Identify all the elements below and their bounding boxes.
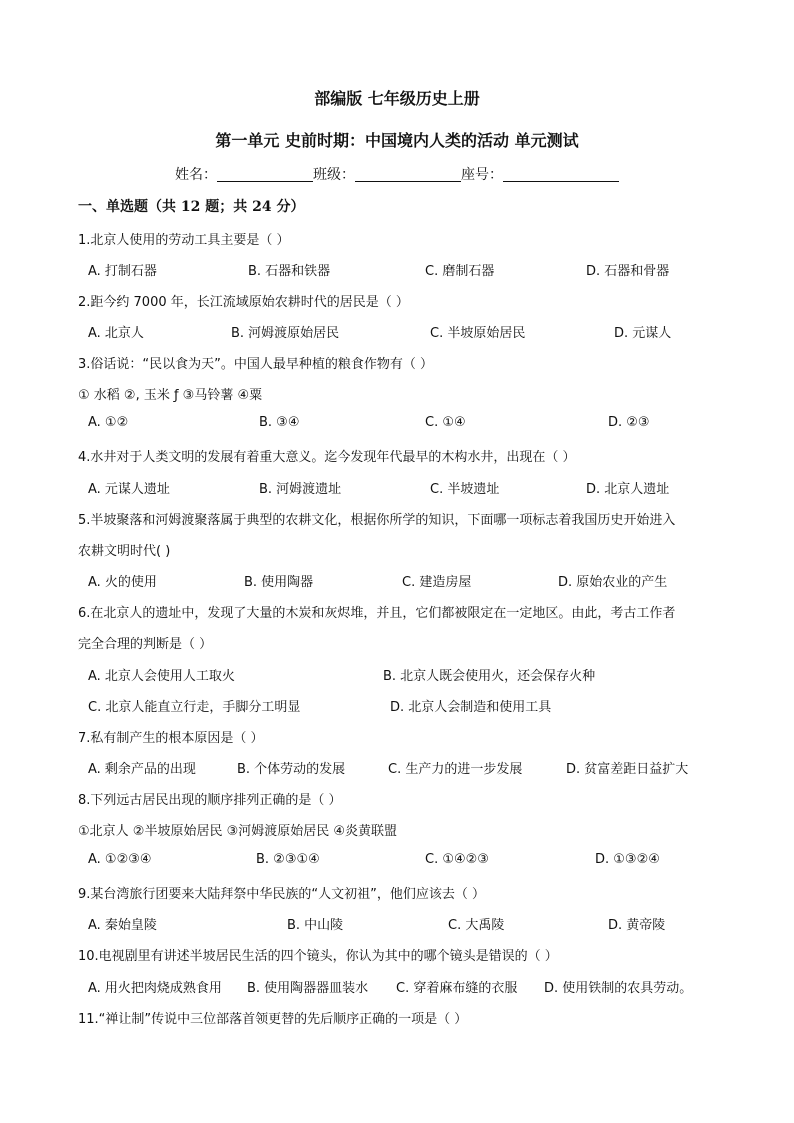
- question-6: 6.在北京人的遗址中，发现了大量的木炭和灰烬堆，并且，它们都被限定在一定地区。由此，考古工作者: [78, 606, 676, 621]
- question-3: 3.俗话说：“民以食为天”。中国人最早种植的粮食作物有（ ）: [78, 357, 434, 372]
- q9-option-a[interactable]: A. 秦始皇陵: [88, 918, 157, 933]
- q10-option-a[interactable]: A. 用火把肉烧成熟食用: [88, 981, 222, 996]
- document-title: 部编版 七年级历史上册: [314, 89, 480, 108]
- q9-option-d[interactable]: D. 黄帝陵: [608, 918, 666, 933]
- class-label: 班级：: [313, 167, 355, 183]
- q3-option-a[interactable]: A. ①②: [88, 415, 129, 430]
- student-info-line: [0, 164, 794, 184]
- q5-option-a[interactable]: A. 火的使用: [88, 575, 157, 590]
- seat-label: 座号：: [461, 167, 503, 183]
- q7-option-a[interactable]: A. 剩余产品的出现: [88, 762, 196, 777]
- q6-option-b[interactable]: B. 北京人既会使用火，还会保存火种: [383, 669, 596, 684]
- q8-option-a[interactable]: A. ①②③④: [88, 852, 152, 867]
- q1-option-a[interactable]: A. 打制石器: [88, 264, 157, 279]
- q1-option-b[interactable]: B. 石器和铁器: [248, 264, 331, 279]
- question-5-cont: 农耕文明时代( ): [78, 544, 171, 559]
- name-label: 姓名：: [175, 167, 217, 183]
- q7-option-c[interactable]: C. 生产力的进一步发展: [388, 762, 523, 777]
- q4-option-b[interactable]: B. 河姆渡遗址: [259, 482, 342, 497]
- q10-option-b[interactable]: B. 使用陶器器皿装水: [247, 981, 369, 996]
- q8-option-c[interactable]: C. ①④②③: [425, 852, 489, 867]
- q3-option-c[interactable]: C. ①④: [425, 415, 466, 430]
- q10-option-d[interactable]: D. 使用铁制的农具劳动。: [544, 981, 693, 996]
- q2-option-b[interactable]: B. 河姆渡原始居民: [231, 326, 340, 341]
- question-11: 11.“禅让制”传说中三位部落首领更替的先后顺序正确的一项是（ ）: [78, 1012, 468, 1027]
- q7-option-b[interactable]: B. 个体劳动的发展: [237, 762, 346, 777]
- document-subtitle: 第一单元 史前时期：中国境内人类的活动 单元测试: [215, 131, 579, 150]
- q7-option-d[interactable]: D. 贫富差距日益扩大: [566, 762, 689, 777]
- q8-option-b[interactable]: B. ②③①④: [256, 852, 320, 867]
- q9-option-b[interactable]: B. 中山陵: [287, 918, 344, 933]
- q2-option-c[interactable]: C. 半坡原始居民: [430, 326, 526, 341]
- q2-option-d[interactable]: D. 元谋人: [614, 326, 672, 341]
- seat-field[interactable]: [503, 167, 619, 182]
- question-9: 9.某台湾旅行团要来大陆拜祭中华民族的“人文初祖”，他们应该去（ ）: [78, 887, 486, 902]
- name-field[interactable]: [217, 167, 313, 182]
- q3-option-b[interactable]: B. ③④: [259, 415, 300, 430]
- q2-option-a[interactable]: A. 北京人: [88, 326, 144, 341]
- question-8-items: ①北京人 ②半坡原始居民 ③河姆渡原始居民 ④炎黄联盟: [78, 824, 398, 839]
- q5-option-b[interactable]: B. 使用陶器: [244, 575, 314, 590]
- question-8: 8.下列远古居民出现的顺序排列正确的是（ ）: [78, 793, 342, 808]
- question-1: 1.北京人使用的劳动工具主要是（ ）: [78, 233, 290, 248]
- question-7: 7.私有制产生的根本原因是（ ）: [78, 731, 264, 746]
- q5-option-d[interactable]: D. 原始农业的产生: [558, 575, 668, 590]
- question-10: 10.电视剧里有讲述半坡居民生活的四个镜头，你认为其中的哪个镜头是错误的（ ）: [78, 949, 558, 964]
- question-3-items: ① 水稻 ②, 玉米 ƒ ③马铃薯 ④粟: [78, 388, 263, 403]
- question-6-cont: 完全合理的判断是（ ）: [78, 637, 213, 652]
- question-2: 2.距今约 7000 年，长江流域原始农耕时代的居民是（ ）: [78, 295, 409, 310]
- q5-option-c[interactable]: C. 建造房屋: [402, 575, 472, 590]
- q1-option-c[interactable]: C. 磨制石器: [425, 264, 495, 279]
- class-field[interactable]: [355, 167, 461, 182]
- q6-option-a[interactable]: A. 北京人会使用人工取火: [88, 669, 235, 684]
- q4-option-d[interactable]: D. 北京人遗址: [586, 482, 670, 497]
- q9-option-c[interactable]: C. 大禹陵: [448, 918, 505, 933]
- section-heading: 一、单选题（共 12 题；共 24 分）: [78, 199, 305, 215]
- q10-option-c[interactable]: C. 穿着麻布缝的衣服: [396, 981, 518, 996]
- question-5: 5.半坡聚落和河姆渡聚落属于典型的农耕文化，根据你所学的知识，下面哪一项标志着我国历史开始进入: [78, 513, 676, 528]
- question-4: 4.水井对于人类文明的发展有着重大意义。迄今发现年代最早的木构水井，出现在（ ）: [78, 450, 576, 465]
- q3-option-d[interactable]: D. ②③: [608, 415, 650, 430]
- q1-option-d[interactable]: D. 石器和骨器: [586, 264, 670, 279]
- q4-option-c[interactable]: C. 半坡遗址: [430, 482, 500, 497]
- q6-option-d[interactable]: D. 北京人会制造和使用工具: [390, 700, 552, 715]
- q4-option-a[interactable]: A. 元谋人遗址: [88, 482, 170, 497]
- q6-option-c[interactable]: C. 北京人能直立行走，手脚分工明显: [88, 700, 301, 715]
- q8-option-d[interactable]: D. ①③②④: [595, 852, 660, 867]
